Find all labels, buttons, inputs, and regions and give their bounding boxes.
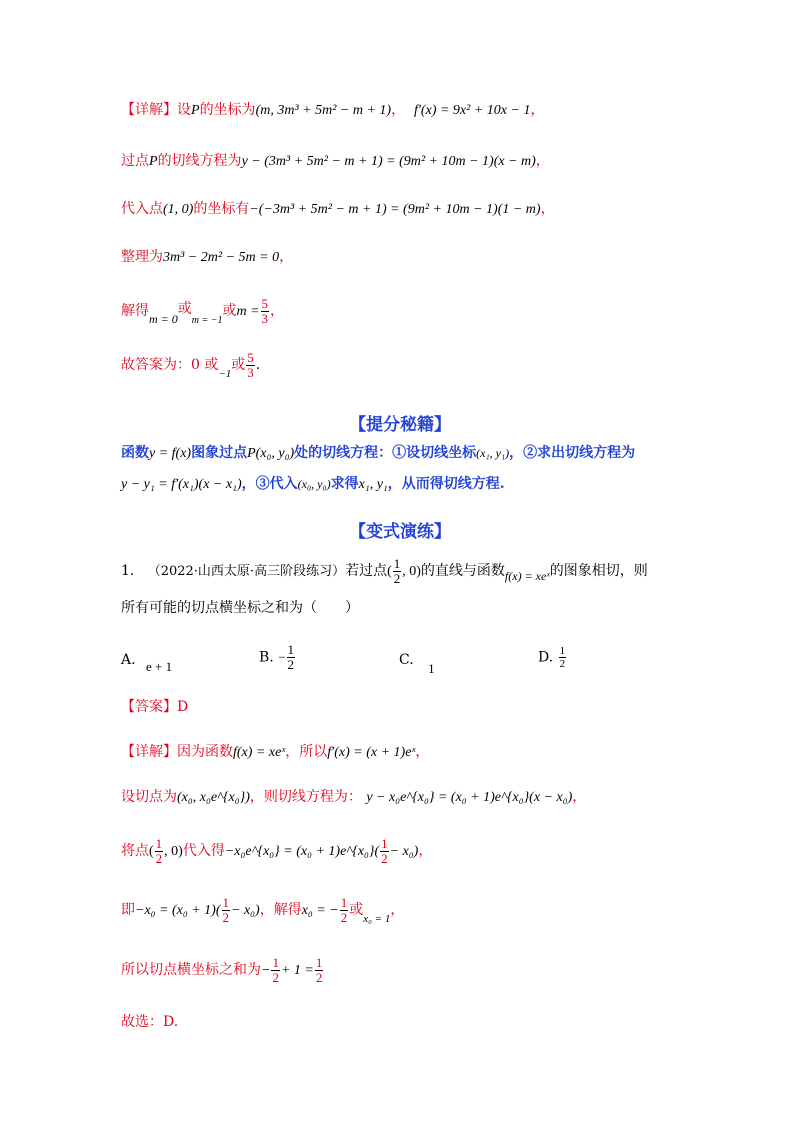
answer-label: 【答案】	[121, 699, 177, 715]
tangent-equation-2: y − x₀e^{x₀} = (x₀ + 1)e^{x₀}(x − x₀)	[366, 790, 573, 805]
solution2-line2: 设切点为(x₀, x₀e^{x₀})，则切线方程为： y − x₀e^{x₀} = (x₀ + 1)e^{x₀}(x − x₀)，	[121, 789, 587, 805]
solution1-line3: 代入点(1, 0)的坐标有−(−3m³ + 5m² − m + 1) = (9m² + 10m − 1)(1 − m)，	[121, 201, 555, 217]
fraction-five-thirds-answer: $\frac{5}{3}$	[247, 349, 254, 380]
tangent-equation: y − (3m³ + 5m² − m + 1) = (9m² + 10m − 1)(x − m)	[241, 154, 536, 169]
solution2-line3: 将点( $\frac{1}{2}$ , 0)代入得−x₀e^{x₀} = (x₀ + 1)e^{x₀}( $\frac{1}{2}$ − x₀)，	[121, 835, 433, 866]
solution1-line1: 【详解】设P的坐标为(m, 3m³ + 5m² − m + 1)， f′(x) = 9x² + 10x − 1，	[121, 102, 545, 118]
derivative-expression: f′(x) = 9x² + 10x − 1	[413, 103, 531, 118]
solution1-line5: 解得m = 0或$_{m = -1}$或m = $\frac{5}{3}$ ，	[121, 295, 285, 326]
option-c[interactable]: C. 1	[399, 652, 435, 676]
fraction-five-thirds: $\frac{5}{3}$	[261, 295, 269, 326]
detail-label: 【详解】	[121, 102, 177, 118]
tips-line2: y − y₁ = f′(x₁)(x − x₁)，③代入(x₀, y₀)求得x₁, y₁，从而得切线方程.	[121, 476, 505, 492]
option-b[interactable]: B. − $\frac{1}{2}$	[259, 642, 295, 672]
tips-line1: 函数y = f(x)图象过点P(x₀, y₀)处的切线方程：①设切线坐标(x₁, y₁)，②求出切线方程为	[121, 445, 636, 461]
solution1-line4: 整理为3m³ − 2m² − 5m = 0，	[121, 249, 294, 265]
option-d[interactable]: D. $\frac{1}{2}$	[538, 645, 566, 670]
tips-heading: 【提分秘籍】	[349, 415, 451, 435]
substituted-equation: −(−3m³ + 5m² − m + 1) = (9m² + 10m − 1)(1 − m)	[249, 202, 541, 217]
question-line2: 所有可能的切点横坐标之和为（ ）	[121, 600, 359, 616]
question-line1: 1. （2022·山西太原·高三阶段练习）若过点( $\frac{1}{2}$ , 0)的直线与函数f(x) = xeˣ的图象相切，则	[121, 555, 648, 586]
solution2-line6: 故选：D.	[121, 1014, 179, 1030]
point-p-coordinates: (m, 3m³ + 5m² − m + 1)	[255, 103, 392, 118]
question-number: 1.	[121, 563, 135, 579]
answer-line	[121, 697, 188, 717]
option-a[interactable]: A. e + 1	[121, 652, 173, 674]
solution2-line1: 【详解】因为函数f(x) = xeˣ，所以f′(x) = (x + 1)eˣ，	[121, 744, 430, 760]
solution1-line6: 故答案为：0 或$_{-1}$或 $\frac{5}{3}$ .	[121, 349, 261, 380]
solution2-line4: 即−x₀ = (x₀ + 1)( $\frac{1}{2}$ − x₀)，解得x₀ = − $\frac{1}{2}$ 或$_{x_0 = 1}$，	[121, 894, 405, 925]
question-function: f(x) = xeˣ	[504, 569, 550, 583]
practice-heading: 【变式演练】	[349, 522, 451, 542]
simplified-equation: 3m³ − 2m² − 5m = 0	[163, 250, 280, 265]
solution1-line2: 过点P的切线方程为y − (3m³ + 5m² − m + 1) = (9m² + 10m − 1)(x − m)，	[121, 153, 550, 169]
detail-label-2: 【详解】	[121, 744, 177, 760]
solution2-line5: 所以切点横坐标之和为− $\frac{1}{2}$ + 1 = $\frac{1}{2}$	[121, 954, 323, 985]
question-source: （2022·山西太原·高三阶段练习）	[147, 564, 346, 579]
answer-value: D	[177, 699, 189, 715]
